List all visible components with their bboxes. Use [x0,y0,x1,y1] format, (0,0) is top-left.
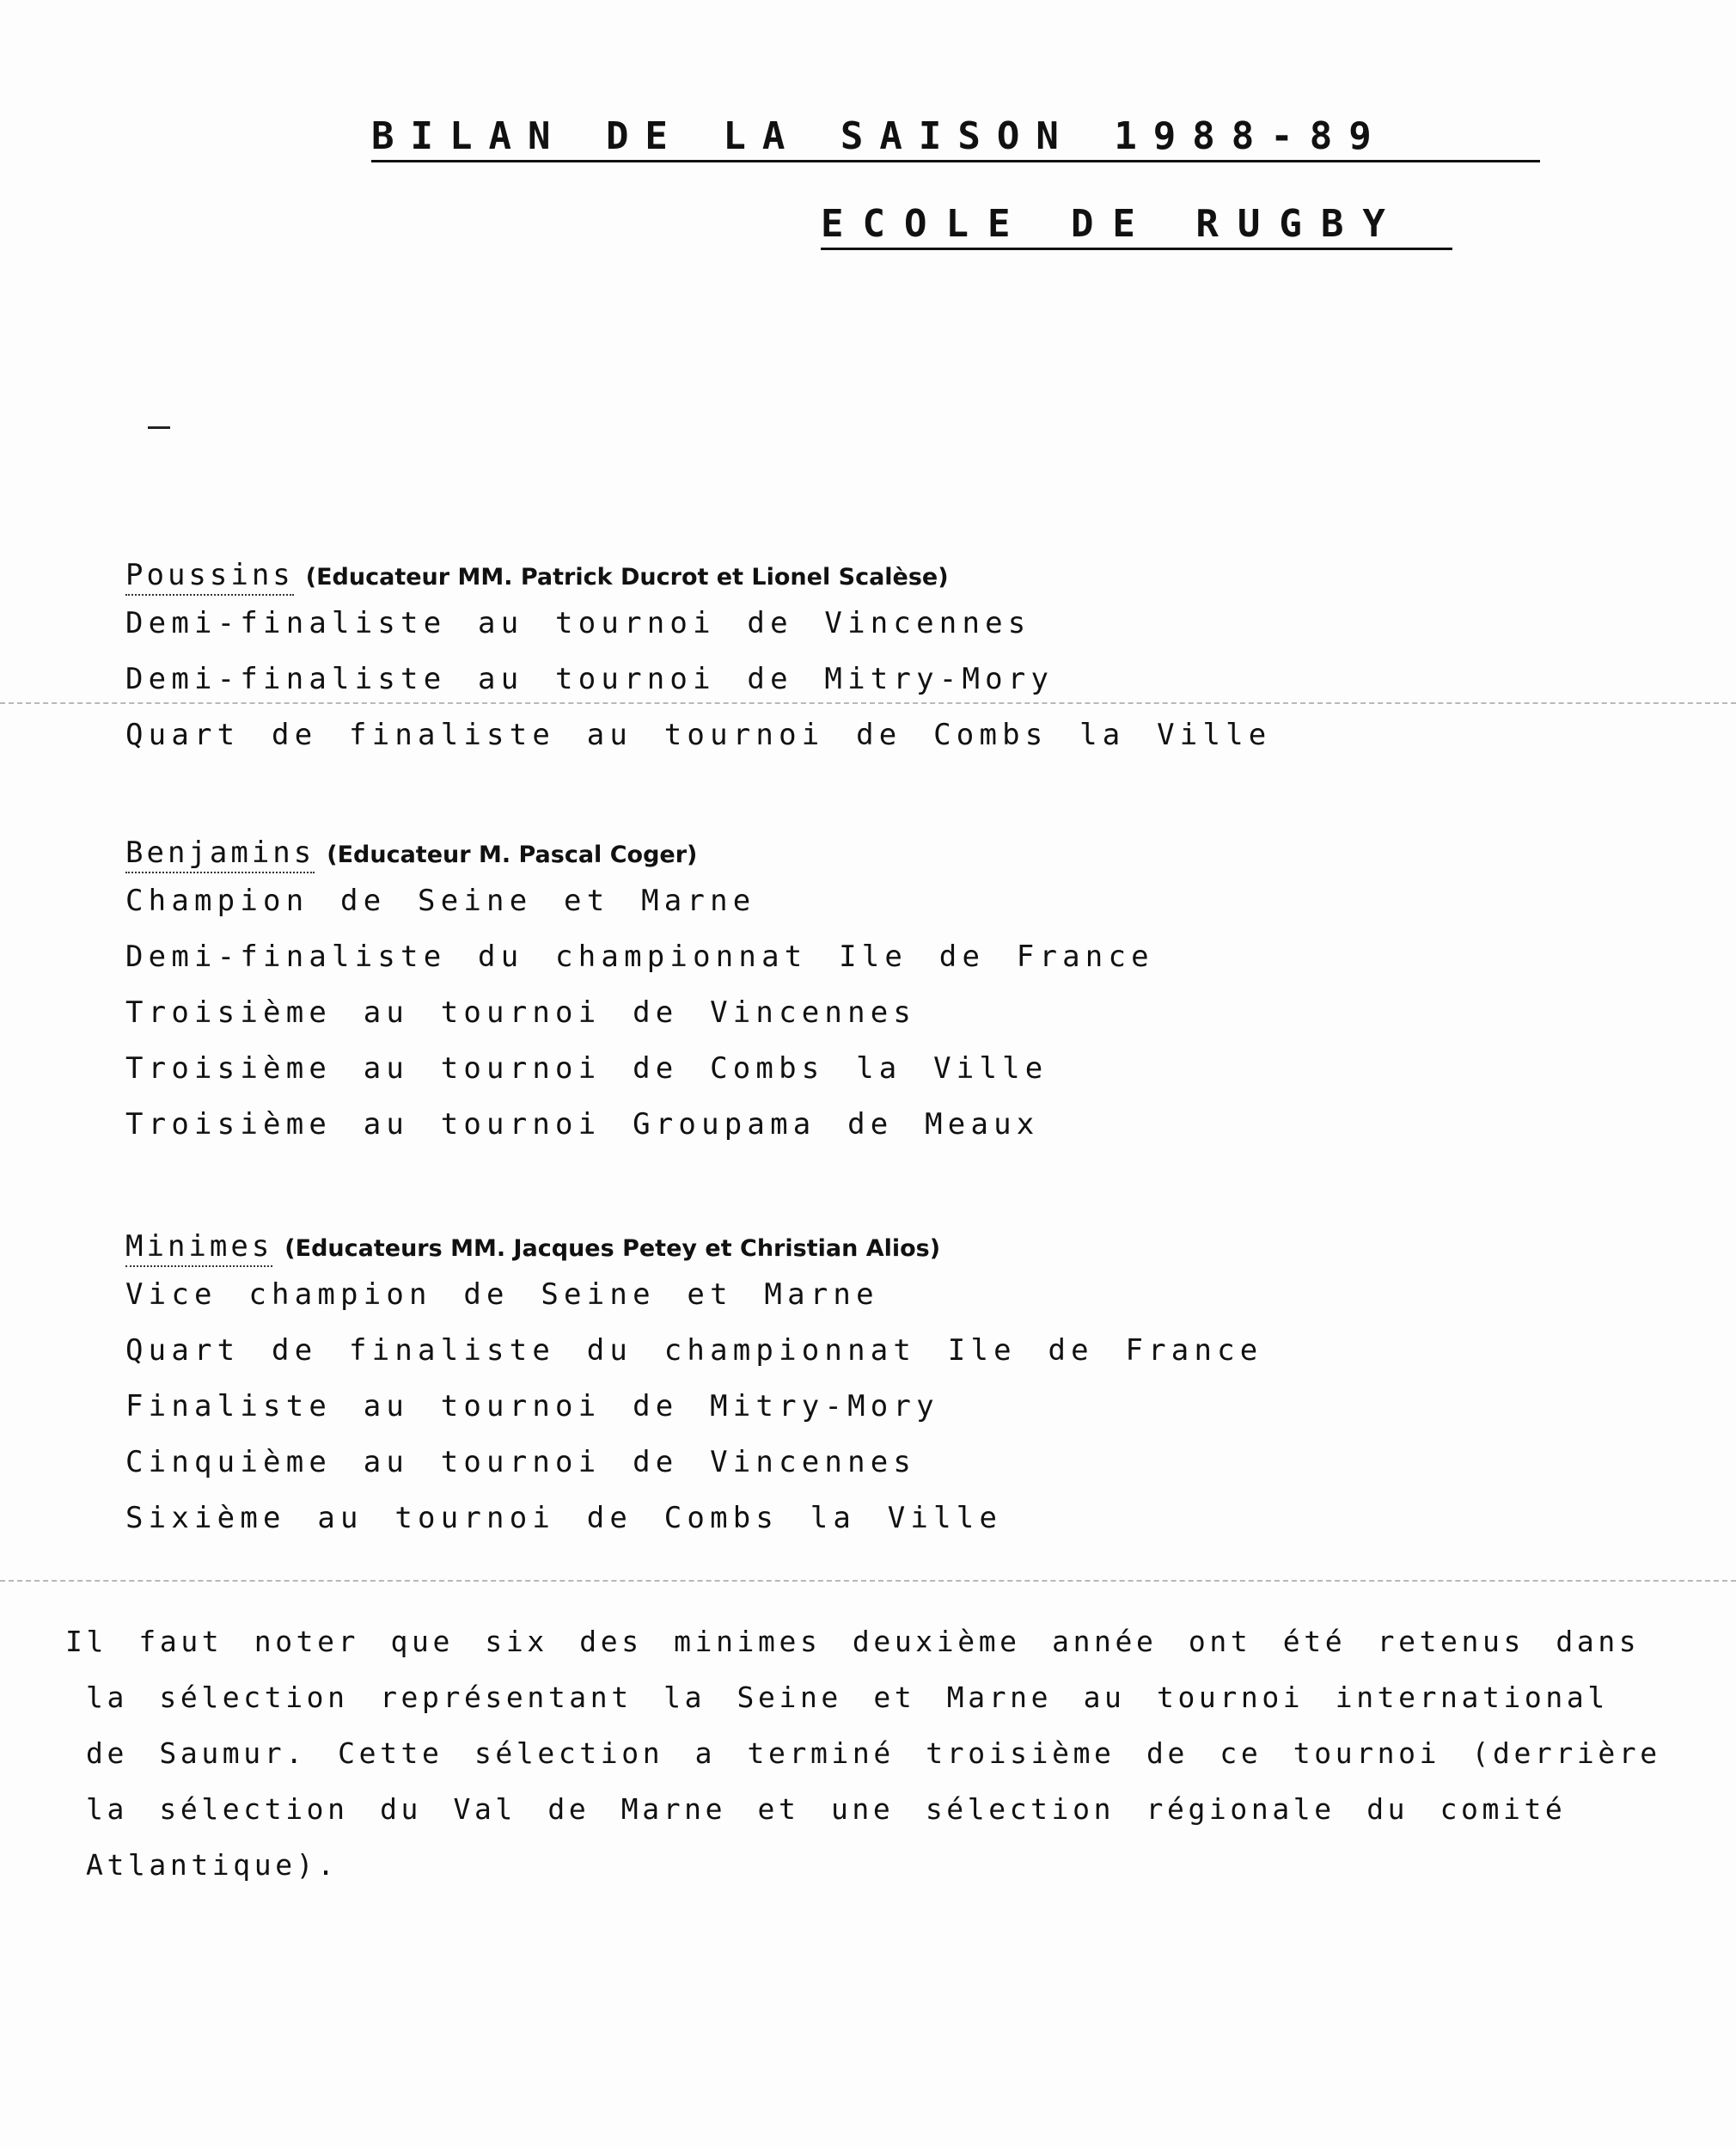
results-list [125,873,1586,1153]
result-item: Cinquième au tournoi de Vincennes [125,1445,917,1479]
document-title: BILAN DE LA SAISON 1988-89 [371,117,1540,162]
section-benjamins [125,832,1586,1153]
note-line: de Saumur. Cette sélection a terminé troisième de ce tournoi (derrière [86,1736,1661,1770]
note-paragraph [65,1613,1664,1893]
results-list [125,1267,1586,1546]
results-list [125,596,1586,763]
note-line: la sélection du Val de Marne et une sélection régionale du comité [86,1792,1567,1826]
section-title: Benjamins [125,836,315,873]
paper-fold-line [0,1580,1736,1582]
document-subtitle: ECOLE DE RUGBY [821,205,1452,250]
result-item: Quart de finaliste du championnat Ile de France [125,1333,1263,1368]
section-title: Poussins [125,558,294,596]
note-line: Atlantique). [86,1848,339,1882]
result-item: Demi-finaliste au tournoi de Vincennes [125,606,1031,640]
section-title: Minimes [125,1229,272,1267]
section-header [125,1226,1586,1267]
result-item: Demi-finaliste du championnat Ile de France [125,940,1154,974]
result-item: Troisième au tournoi de Combs la Ville [125,1051,1048,1086]
section-educator: (Educateur MM. Patrick Ducrot et Lionel Scalèse) [305,564,949,591]
section-educator: (Educateurs MM. Jacques Petey et Christian Alios) [284,1235,941,1262]
section-educator: (Educateur M. Pascal Coger) [327,842,698,868]
section-poussins [125,554,1586,763]
note-line: la sélection représentant la Seine et Marne au tournoi international [86,1681,1609,1714]
result-item: Demi-finaliste au tournoi de Mitry-Mory [125,662,1054,696]
result-item: Sixième au tournoi de Combs la Ville [125,1501,1003,1535]
result-item: Vice champion de Seine et Marne [125,1277,879,1312]
result-item: Quart de finaliste au tournoi de Combs la Ville [125,718,1272,752]
section-minimes [125,1226,1586,1546]
section-header [125,554,1586,596]
note-line: Il faut noter que six des minimes deuxième année ont été retenus dans [65,1625,1641,1658]
section-header [125,832,1586,873]
result-item: Troisième au tournoi Groupama de Meaux [125,1107,1040,1142]
result-item: Troisième au tournoi de Vincennes [125,995,917,1030]
dash-mark [148,426,170,429]
result-item: Finaliste au tournoi de Mitry-Mory [125,1389,939,1423]
result-item: Champion de Seine et Marne [125,884,756,918]
